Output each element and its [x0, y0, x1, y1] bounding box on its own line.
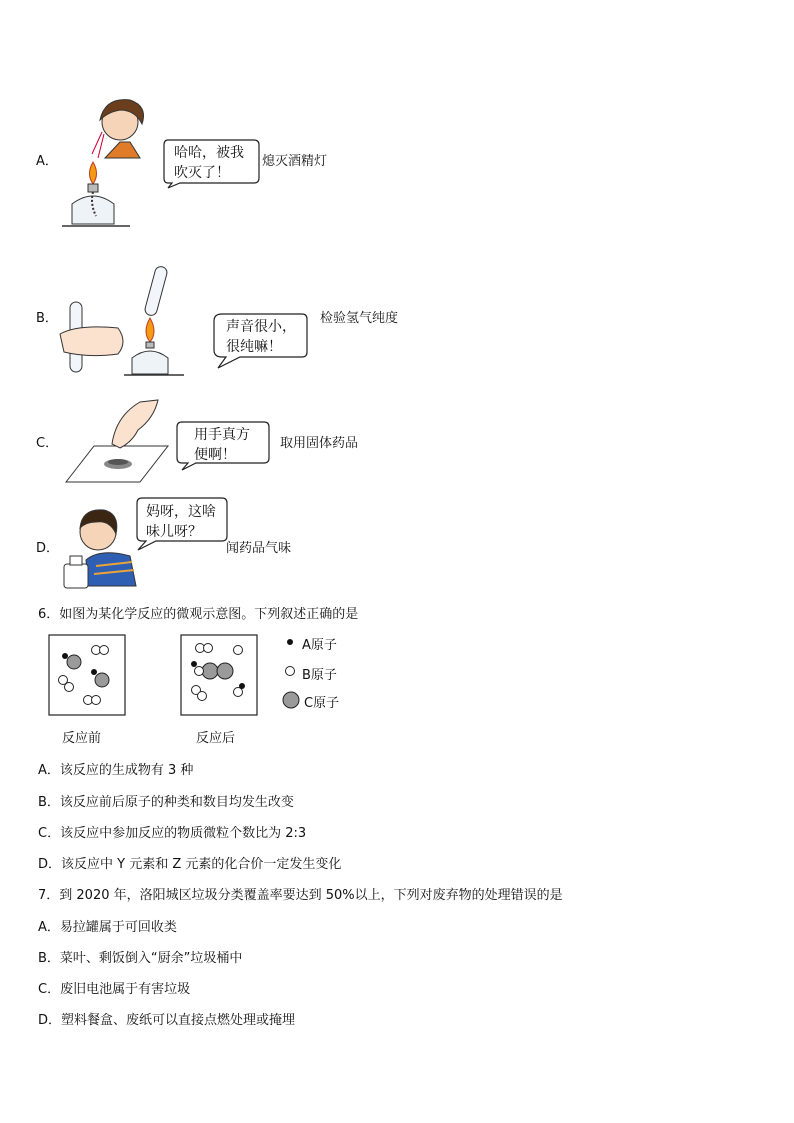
q7-option-a: A．易拉罐属于可回收类	[38, 920, 177, 935]
legend-c-label: C原子	[304, 696, 340, 711]
q6-option-a: A．该反应的生成物有 3 种	[38, 763, 194, 778]
hand-picking-powder-illustration	[62, 396, 172, 486]
q6-option-b: B．该反应前后原子的种类和数目均发生改变	[38, 795, 294, 810]
q6-option-c: C．该反应中参加反应的物质微粒个数比为 2:3	[38, 826, 307, 841]
bubble-text-c: 用手真方 便啊！	[194, 427, 250, 463]
blowing-girl-lamp-illustration	[60, 92, 160, 232]
boy-smelling-bottle-illustration	[60, 500, 140, 590]
option-d-label: D．	[36, 541, 60, 556]
legend-b-label: B原子	[302, 668, 337, 683]
caption-a: 熄灭酒精灯	[262, 154, 328, 169]
legend-b-atom-icon	[286, 667, 295, 676]
q7-option-b: B．菜叶、剩饭倒入“厨余”垃圾桶中	[38, 951, 243, 966]
legend-c-atom-icon	[283, 692, 299, 708]
caption-c: 取用固体药品	[280, 436, 359, 451]
caption-b: 检验氢气纯度	[320, 311, 399, 326]
caption-d: 闻药品气味	[226, 541, 292, 556]
q6-option-d: D．该反应中 Y 元素和 Z 元素的化合价一定发生变化	[38, 857, 342, 872]
q6-stem: 6．如图为某化学反应的微观示意图。下列叙述正确的是	[38, 607, 359, 622]
option-c-label: C．	[36, 436, 59, 451]
bubble-text-d: 妈呀，这啥 味儿呀？	[146, 504, 216, 540]
bubble-text-b: 声音很小， 很纯嘛！	[226, 319, 296, 355]
hydrogen-test-illustration	[58, 262, 188, 380]
legend-symbols	[282, 634, 302, 714]
reaction-after-box	[180, 634, 260, 716]
option-a-label: A．	[36, 154, 58, 169]
bubble-text-a: 哈哈，被我 吹灭了！	[174, 145, 244, 181]
legend-a-label: A原子	[302, 638, 337, 653]
reaction-before-box	[48, 634, 128, 716]
legend-a-atom-icon	[287, 639, 293, 645]
after-label: 反应后	[196, 731, 236, 746]
before-label: 反应前	[62, 731, 102, 746]
q7-stem: 7．到 2020 年，洛阳城区垃圾分类覆盖率要达到 50%以上，下列对废弃物的处理错误的是	[38, 888, 563, 903]
q7-option-c: C．废旧电池属于有害垃圾	[38, 982, 191, 997]
q7-option-d: D．塑料餐盒、废纸可以直接点燃处理或掩埋	[38, 1013, 296, 1028]
option-b-label: B．	[36, 311, 58, 326]
